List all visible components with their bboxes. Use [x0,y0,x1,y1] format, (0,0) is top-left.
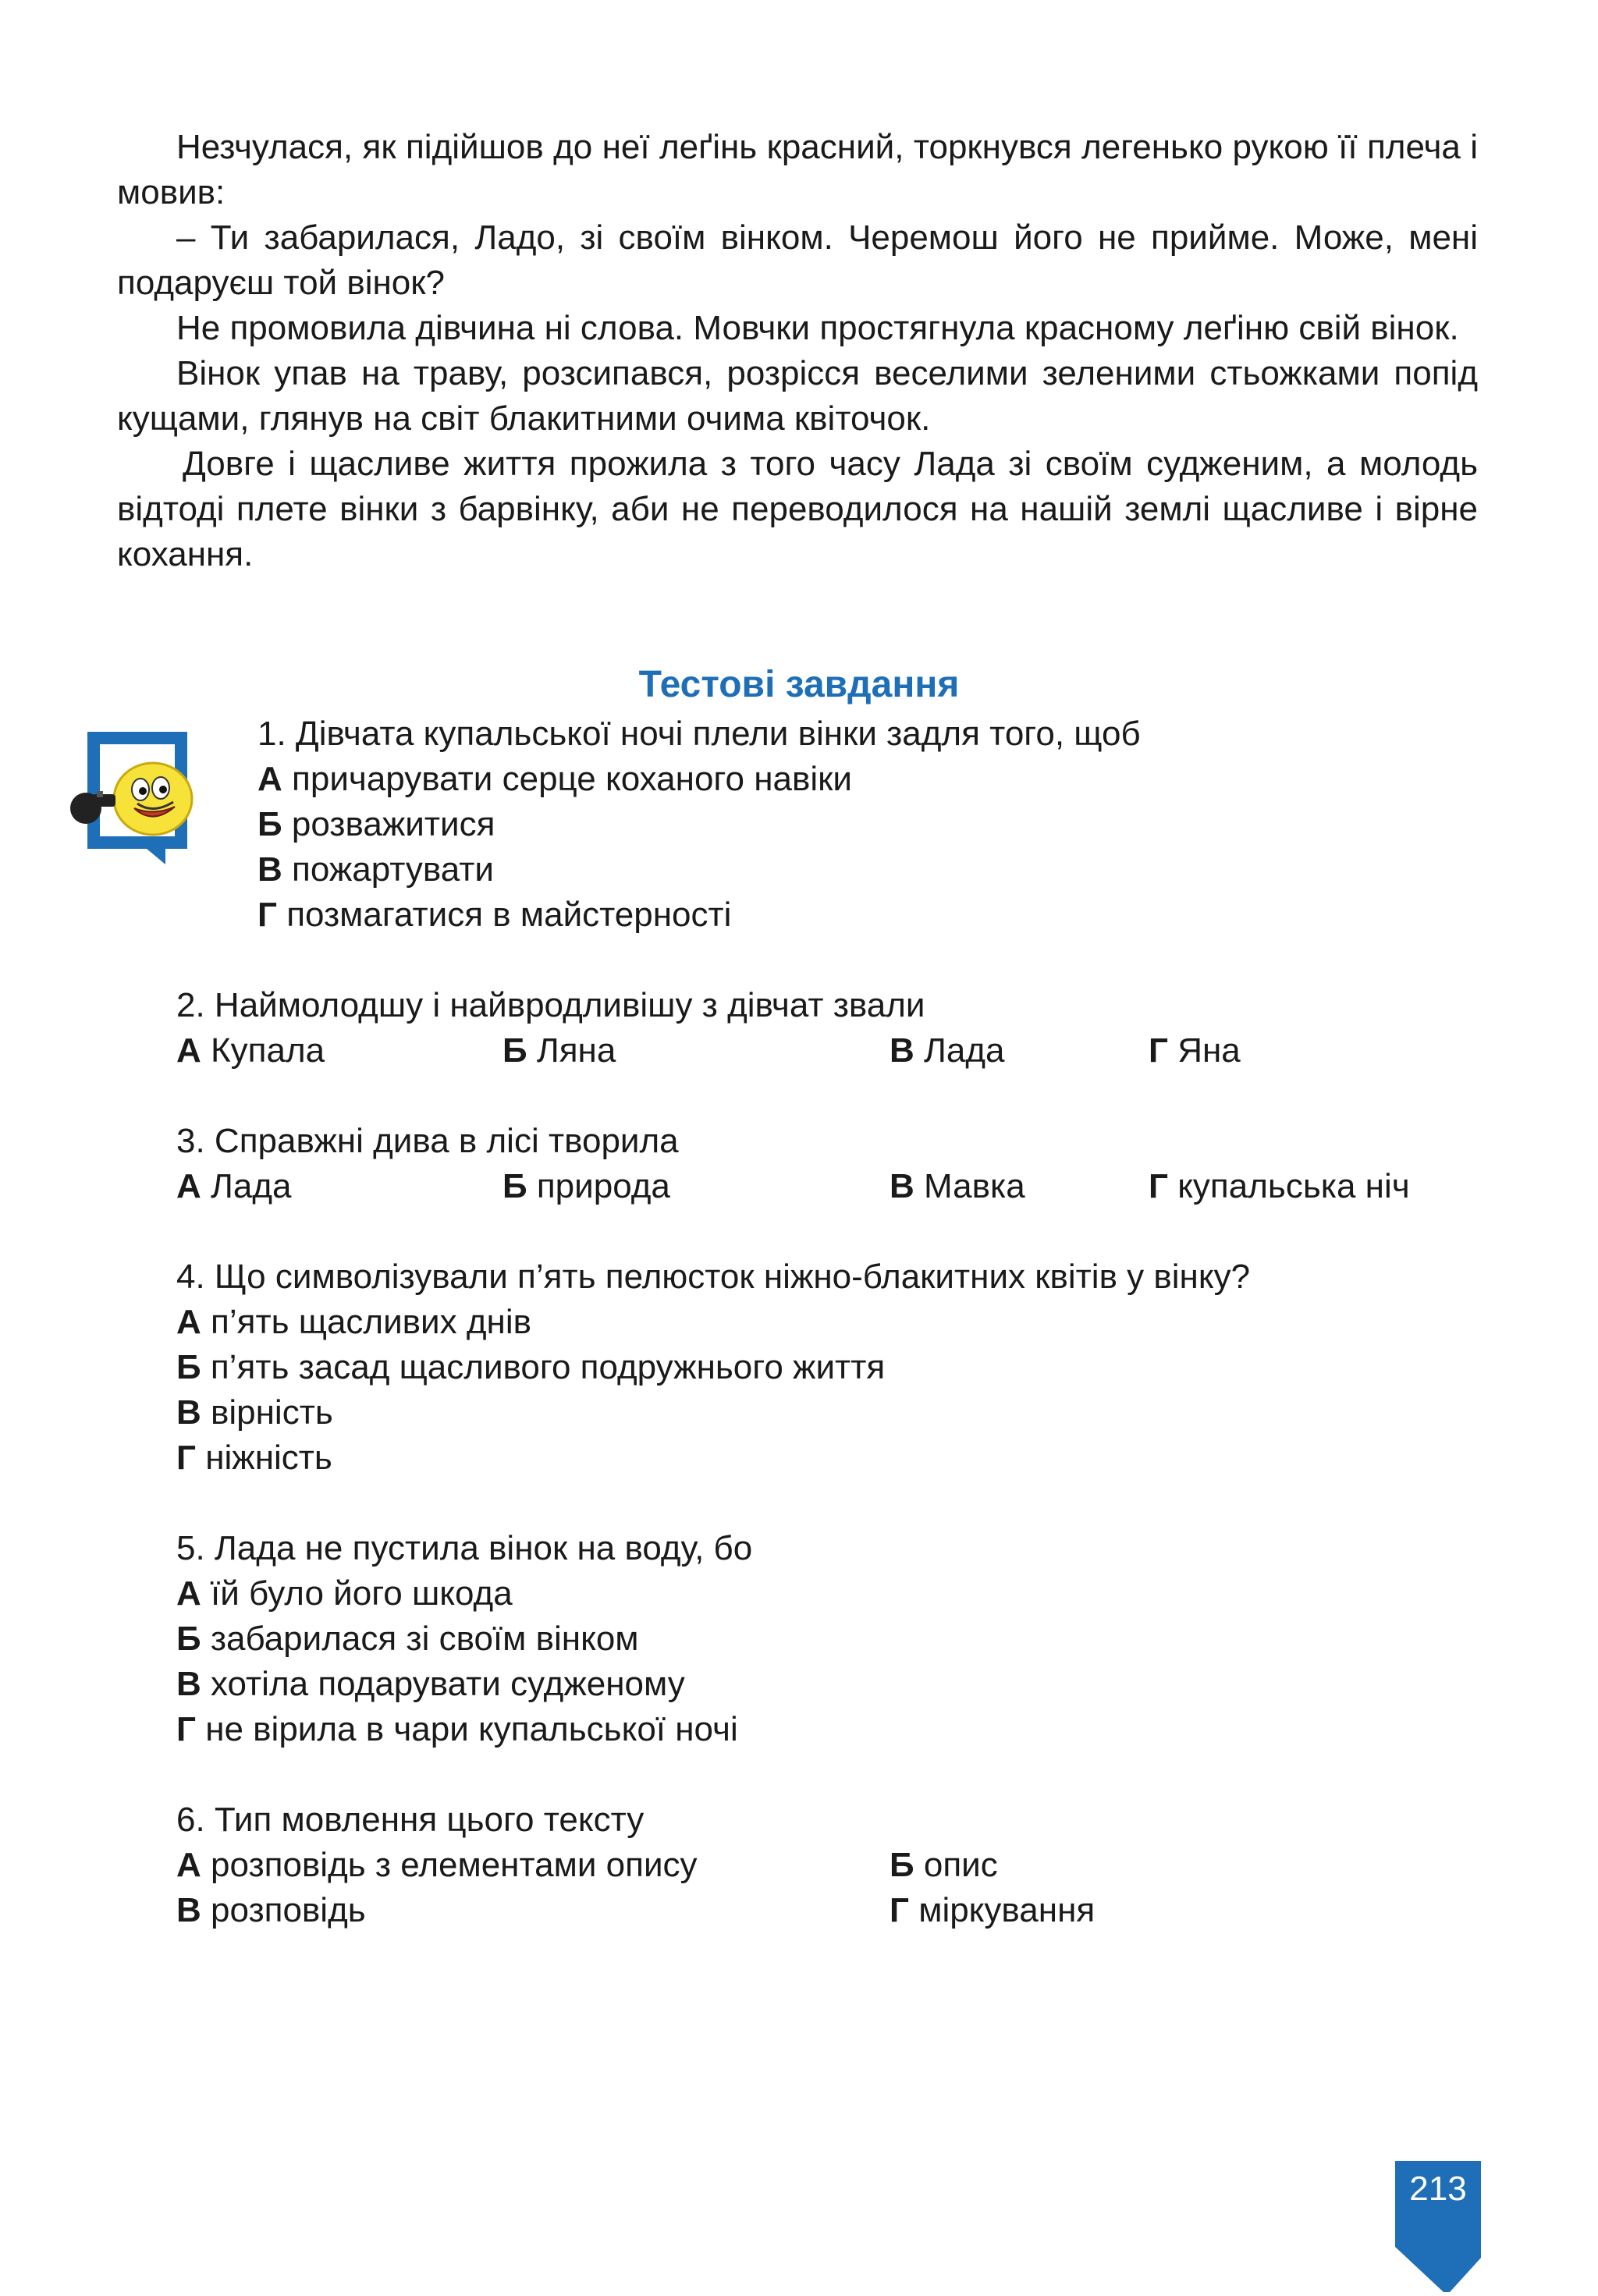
question-1 [257,712,1141,938]
story-paragraph: Незчулася, як підійшов до неї леґінь красний, торкнувся легенько рукою її плеча і мовив: [117,128,1478,211]
answer-option-a[interactable]: А Лада [176,1167,292,1205]
answer-option-a[interactable]: А розповідь з елементами опису [176,1846,698,1884]
question-5 [176,1526,752,1752]
answer-option-g[interactable]: Г міркування [890,1891,1096,1929]
page-number-tab [1395,2161,1481,2292]
answer-option-a[interactable]: А Купала [176,1031,325,1070]
answer-option-b[interactable]: Б Ляна [502,1031,616,1070]
answer-option-v[interactable]: В хотіла подарувати судженому [176,1665,685,1703]
question-title: 5. Лада не пустила вінок на воду, бо [176,1529,753,1567]
answer-option-g[interactable]: Г Яна [1149,1031,1241,1070]
answer-option-v[interactable]: В пожартувати [257,850,494,889]
answer-option-g[interactable]: Г не вірила в чари купальської ночі [176,1710,738,1748]
question-6 [176,1797,1503,1933]
answer-option-b[interactable]: Б забарилася зі своїм вінком [176,1620,639,1658]
answer-option-b[interactable]: Б п’ять засад щасливого подружнього життя [176,1348,886,1386]
answer-option-b[interactable]: Б розважитися [257,805,495,843]
answer-option-a[interactable]: А п’ять щасливих днів [176,1303,531,1341]
answer-option-g[interactable]: Г ніжність [176,1439,332,1477]
story-paragraph: Вінок упав на траву, розсипався, розрісся веселими зеленими стьожками попід кущами, глянув на світ блакитними очима квіточок. [117,354,1478,438]
question-2 [176,983,1503,1073]
story-paragraph: Не промовила дівчина ні слова. Мовчки простягнула красному леґіню свій вінок. [176,309,1459,347]
question-4 [176,1254,1250,1481]
story-paragraph: Довге і щасливе життя прожила з того часу Лада зі своїм судженим, а молодь відтоді плете вінки з барвінку, аби не переводилося на нашій землі щасливе і вірне кохання. [117,445,1478,573]
answer-option-g[interactable]: Г купальська ніч [1149,1167,1410,1205]
section-title: Тестові завдання [638,664,960,705]
answer-option-v[interactable]: В розповідь [176,1891,366,1929]
mascot-smiley-icon [66,721,198,869]
question-title: 2. Наймолодшу і найвродливішу з дівчат звали [176,986,925,1024]
question-title: 1. Дівчата купальської ночі плели вінки задля того, щоб [257,715,1141,753]
story-text [117,125,1478,577]
story-paragraph: – Ти забарилася, Ладо, зі своїм вінком. Черемош його не прийме. Може, мені подаруєш той вінок? [117,218,1478,302]
answer-option-a[interactable]: А причарувати серце коханого навіки [257,760,852,798]
answer-option-g[interactable]: Г позмагатися в майстерності [257,896,732,934]
answer-option-b[interactable]: Б опис [890,1846,998,1884]
question-title: 3. Справжні дива в лісі творила [176,1122,679,1160]
answer-option-v[interactable]: В вірність [176,1393,333,1432]
page-number: 213 [1409,2170,1467,2208]
question-title: 4. Що символізували п’ять пелюсток ніжно-блакитних квітів у вінку? [176,1258,1251,1296]
answer-option-v[interactable]: В Лада [890,1031,1005,1070]
answer-option-v[interactable]: В Мавка [890,1167,1025,1205]
answer-option-a[interactable]: А їй було його шкода [176,1574,513,1613]
question-title: 6. Тип мовлення цього тексту [176,1801,645,1839]
answer-option-b[interactable]: Б природа [502,1167,670,1205]
question-3 [176,1119,1503,1209]
